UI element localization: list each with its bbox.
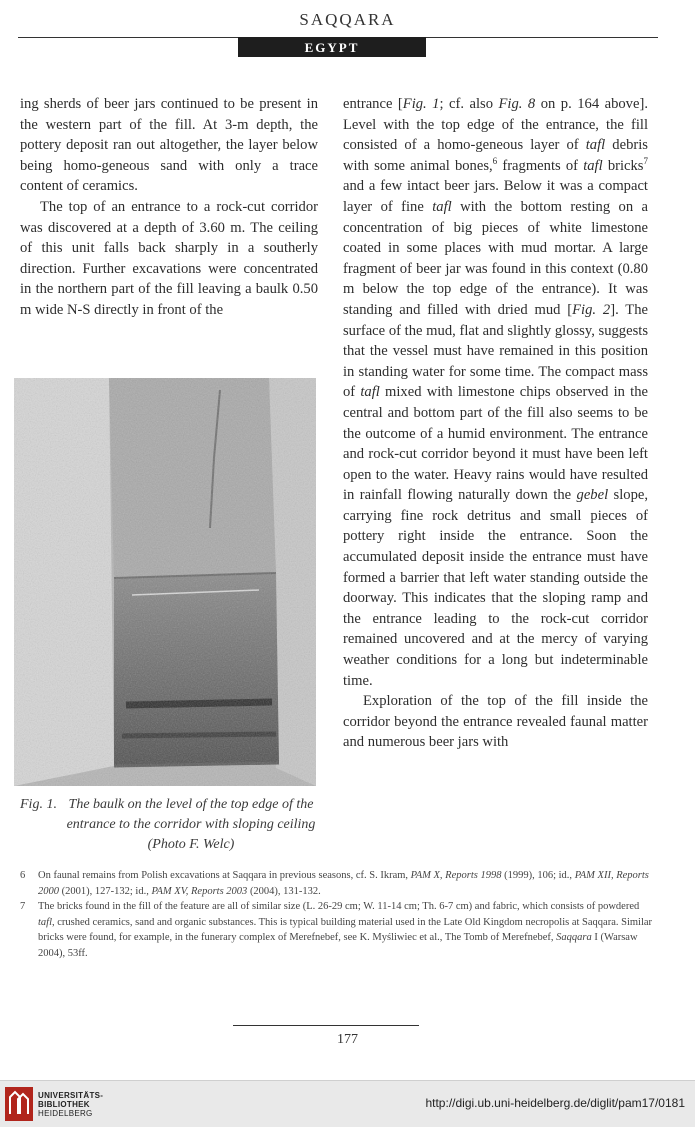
page-number: 177 xyxy=(337,1032,358,1047)
running-title: SAQQARA xyxy=(299,10,396,29)
library-name: UNIVERSITÄTS- BIBLIOTHEK HEIDELBERG xyxy=(38,1091,104,1118)
figure-reference[interactable]: Fig. 8 xyxy=(498,96,536,112)
figure-photo xyxy=(14,378,316,786)
right-paragraph-2: Exploration of the top of the fill inside the corridor beyond the entrance revealed faunal matter and numerous beer jars with xyxy=(343,693,648,751)
footnote-6: 6 On faunal remains from Polish excavations at Saqqara in previous seasons, cf. S. Ikram, PAM X, Reports 1998 (1999), 106; id., PAM XII, Reports 2000 (2001), 127-132; id., PAM XV, Reports 2003 (2004), 131-132. xyxy=(20,870,649,897)
footnote-marker[interactable]: 6 xyxy=(492,155,498,166)
source-url-link[interactable]: http://digi.ub.uni-heidelberg.de/diglit/pam17/0181 xyxy=(425,1096,685,1110)
left-paragraph-2: The top of an entrance to a rock-cut corridor was discovered at a depth of 3.60 m. The ceiling of this unit falls back sharply in a southerly direction. Further excavations were concentrated in the northern part of the fill leaving a baulk 0.50 m wide N-S directly in front of the xyxy=(20,198,318,318)
right-paragraph-1: entrance [Fig. 1; cf. also Fig. 8 on p. 164 above]. Level with the top edge of the entrance, the fill consisted of a homo-geneous layer of tafl debris with some animal bones,$^6$ fragments of tafl bricks$^7$ and a few intact beer jars. Below it was a compact layer of fine tafl with the bottom resting on a concentration of big pieces of white limestone coated in some places with mud mortar. A large fragment of beer jar was found in this context (0.80 m below the top edge of the entrance). It was standing and filled with dried mud [Fig. 2]. The surface of the mud, flat and slightly glossy, suggests that the vessel must have remained in this position in standing water for some time. The compact mass of tafl mixed with limestone chips observed in the central and bottom part of the fill also seems to be the outcome of a humid environment. The entrance and rock-cut corridor beyond it must have been left open to the water. Heavy rains would have resulted in rainfall flowing naturally down the gebel slope, carrying fine rock detritus and small pieces of pottery right inside the entrance. Soon the accumulated deposit inside the entrance must have formed a barrier that left water standing outside the doorway. This indicates that the sloping ramp and the entrance leading to the rock-cut corridor remained uncovered and at the mercy of varying weather conditions for a long but indeterminable time. xyxy=(343,96,649,689)
caption-text: The baulk on the level of the top edge of the entrance to the corridor with sloping ceiling (Photo F. Welc) xyxy=(66,797,316,852)
viewer-bottom-bar xyxy=(0,1080,695,1127)
footnotes xyxy=(20,868,656,961)
section-label: EGYPT xyxy=(238,37,426,57)
figure-reference[interactable]: Fig. 1 xyxy=(402,96,440,112)
library-logo-icon[interactable] xyxy=(5,1087,33,1121)
footer-rule xyxy=(233,1025,419,1026)
footnote-marker[interactable]: 7 xyxy=(643,155,648,166)
footnote-7: 7 The bricks found in the fill of the feature are all of similar size (L. 26-29 cm; W. 11-14 cm; Th. 6-7 cm) and fabric, which consists of powdered tafl, crushed ceramics, sand and organic substances. This is typical building material used in the Late Old Kingdom necropolis at Saqqara. Similar bricks were found, for example, in the funerary complex of Merefnebef, see K. Myśliwiec et al., The Tomb of Merefnebef, Saqqara I (Warsaw 2004), 53ff. xyxy=(20,901,653,959)
excavation-photo xyxy=(14,378,316,786)
caption-label: Fig. 1. xyxy=(20,797,57,812)
right-column xyxy=(343,94,648,753)
figure-caption xyxy=(20,795,320,855)
figure-reference[interactable]: Fig. 2 xyxy=(572,301,611,318)
left-paragraph-1: ing sherds of beer jars continued to be present in the western part of the fill. At 3-m depth, the pottery deposit ran out altogether, the layer below being homo-geneous sand with only a trace content of ceramics. xyxy=(20,96,318,195)
left-column xyxy=(20,94,318,321)
